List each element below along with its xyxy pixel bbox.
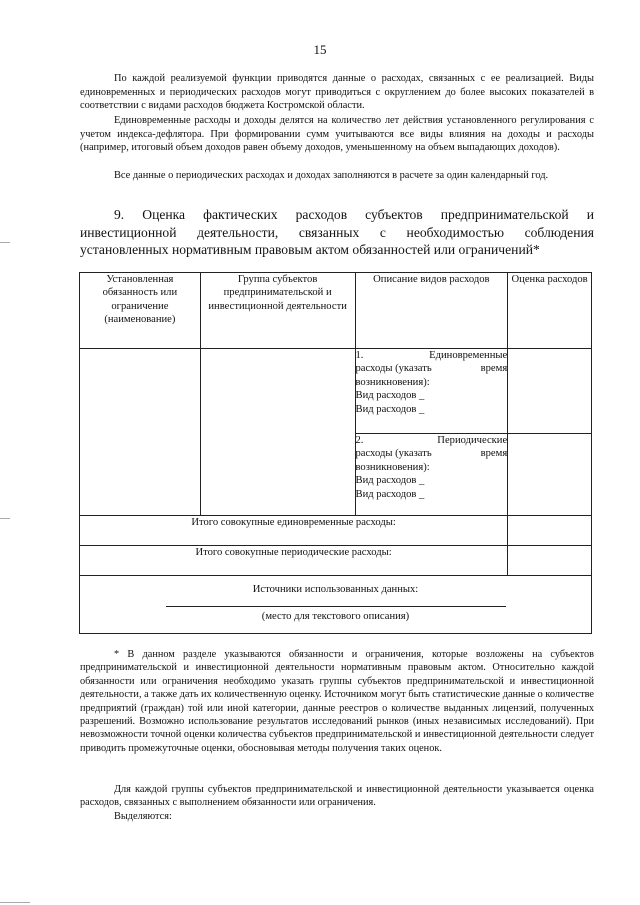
footnote: Выделяются:	[114, 811, 172, 822]
item-number: 2.	[355, 435, 364, 446]
table-row	[80, 349, 592, 434]
total-one-time-value[interactable]	[508, 516, 592, 546]
expense-type-line: Вид расходов _	[355, 475, 425, 487]
item-number: 1.	[355, 350, 364, 361]
periodic-estimate-cell[interactable]	[508, 434, 592, 516]
section-heading: 9. Оценка фактических расходов субъектов предпринимательской и инвестиционной деятельности, связанных с необходимостью соблюдения установленных нормативным правовым актом обязанностей или ограничений*	[80, 207, 594, 257]
subject-group-cell[interactable]	[200, 349, 355, 516]
header-expense-description: Описание видов расходов	[355, 273, 508, 349]
margin-mark	[0, 902, 30, 903]
cost-evaluation-table	[79, 272, 592, 634]
table-row	[80, 576, 592, 634]
paragraph: Единовременные расходы и доходы делятся на количество лет действия установленного регулирования с учетом индекса-дефлятора. При формировании сумм учитываются все виды влияния на доходы и расходы (например, итоговый объем доходов равен объему доходов, уменьшенному на объем выпадающих доходов).	[80, 115, 594, 154]
footnote: Для каждой группы субъектов предпринимательской и инвестиционной деятельности указывается оценка расходов, связанных с выполнением обязанности или ограничения.	[80, 784, 594, 809]
expense-type-line: Вид расходов _	[355, 488, 425, 500]
obligation-cell[interactable]	[80, 349, 201, 516]
item-title: Периодические	[437, 435, 508, 446]
margin-mark	[0, 242, 10, 243]
total-periodic-label: Итого совокупные периодические расходы:	[80, 546, 508, 576]
total-one-time-label: Итого совокупные единовременные расходы:	[80, 516, 508, 546]
sources-input-line[interactable]	[166, 606, 506, 607]
item-line: время	[480, 363, 508, 375]
header-obligation: Установленная обязанность или ограничение (наименование)	[80, 273, 201, 349]
text-placeholder: (место для текстового описания)	[261, 611, 410, 623]
expense-type-line: Вид расходов _	[355, 390, 425, 402]
item-title: Единовременные	[429, 350, 508, 361]
one-time-estimate-cell[interactable]	[508, 349, 592, 434]
table-row	[80, 546, 592, 576]
header-subject-group: Группа субъектов предпринимательской и инвестиционной деятельности	[200, 273, 355, 349]
periodic-expenses-cell	[355, 434, 508, 516]
sources-label: Источники использованных данных:	[252, 584, 419, 595]
paragraph: Все данные о периодических расходах и доходах заполняются в расчете за один календарный год.	[114, 170, 549, 181]
expense-type-line: Вид расходов _	[355, 403, 425, 415]
item-line: время	[480, 448, 508, 460]
item-line: расходы (указать	[355, 363, 432, 375]
footnote: * В данном разделе указываются обязанности и ограничения, которые возложены на субъектов предпринимательской и инвестиционной деятельности нормативным правовым актом. Относительно каждой обязанности или ограничения необходимо указать группы субъектов предпринимательской и инвестиционной деятельности, а также дать их количественную оценку. Источником могут быть статистические данные о количестве предприятий (граждан) той или иной категории, данные реестров о количестве выданных лицензий, полученных разрешений. Возможно использование результатов исследований рынков (иных независимых исследований). При невозможности точной оценки количества субъектов предпринимательской и инвестиционной деятельности следует приводить промежуточные оценки, обосновывая методы получения таких оценок.	[80, 649, 594, 754]
margin-mark	[0, 518, 10, 519]
header-expense-estimate: Оценка расходов	[508, 273, 592, 349]
one-time-expenses-cell	[355, 349, 508, 434]
paragraph: По каждой реализуемой функции приводятся данные о расходах, связанных с ее реализацией. Виды единовременных и периодических расходов могут приводиться с округлением до более высоких показателей в соответствии с видами расходов бюджета Костромской области.	[80, 73, 594, 112]
table-row	[80, 516, 592, 546]
sources-cell	[80, 576, 592, 634]
page-number: 15	[313, 42, 327, 57]
total-periodic-value[interactable]	[508, 546, 592, 576]
item-line: возникновения):	[355, 461, 430, 473]
item-line: возникновения):	[355, 376, 430, 388]
table-header-row	[80, 273, 592, 349]
item-line: расходы (указать	[355, 448, 432, 460]
